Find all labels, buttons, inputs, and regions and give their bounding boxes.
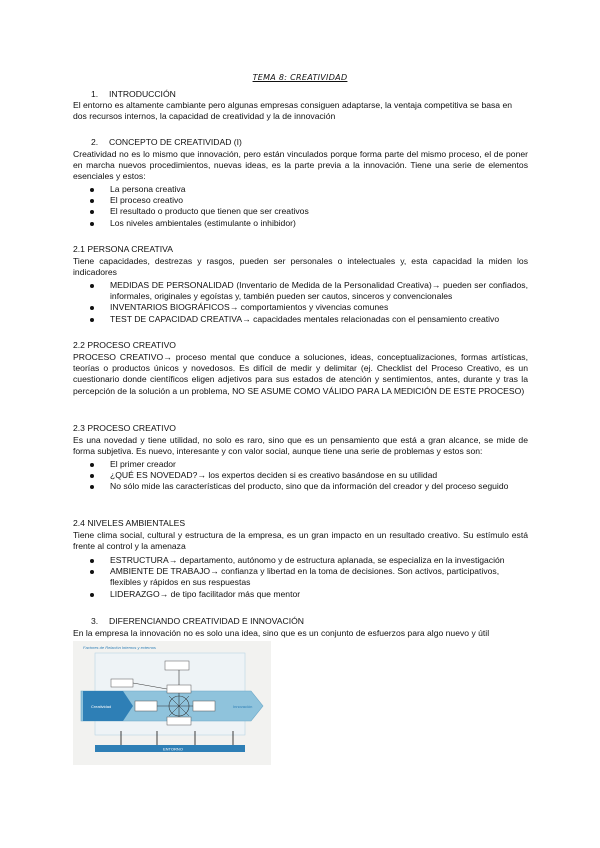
section-title: DIFERENCIANDO CREATIVIDAD E INNOVACIÓN [109,616,304,626]
section-number: 1. [91,89,99,99]
bullet-icon [90,222,94,226]
bullet-icon [90,559,94,563]
list-item: AMBIENTE DE TRABAJO→ confianza y libertad en la toma de decisiones. Son activos, participativos, flexibles y rápidos en sus respuestas [73,566,528,588]
list-item: El resultado o producto que tienen que ser creativos [73,206,528,217]
diagram-box-b [193,701,215,711]
subsection-2-1-bullets [73,280,528,325]
entorno-label: ENTORNO [163,746,183,752]
list-item: El primer creador [73,459,528,470]
section-title: INTRODUCCIÓN [109,89,176,99]
bullet-icon [90,210,94,214]
subsection-2-4-bullets [73,555,528,600]
bullet-icon [90,188,94,192]
list-item: Los niveles ambientales (estimulante o inhibidor) [73,218,528,229]
section-2-text: Creatividad no es lo mismo que innovación, pero están vinculados porque forma parte del mismo proceso, el de poner en marcha nuevos procedimientos, nuevas ideas, es la parte previa a la innovación. Tiene una serie de elementos esenciales y estos: [73,149,528,182]
bullet-icon [90,318,94,322]
list-item: INVENTARIOS BIOGRÁFICOS→ comportamientos y vivencias comunes [73,302,528,313]
bullet-icon [90,570,94,574]
subsection-2-1-text: Tiene capacidades, destrezas y rasgos, pueden ser personales o intelectuales y, esta capacidad la miden los indicadores [73,256,528,278]
bullet-icon [90,284,94,288]
section-number: 3. [91,616,99,626]
section-1-text: El entorno es altamente cambiante pero algunas empresas consiguen adaptarse, la ventaja competitiva se basa en dos recursos internos, la capacidad de creatividad y la de innovación [73,100,513,122]
figure-caption: Factores de Relación Internos y externos [83,645,156,650]
innovation-label: Innovación [233,704,253,709]
list-item: La persona creativa [73,184,528,195]
diagram-box-bottom [167,717,191,725]
document-title: TEMA 8: CREATIVIDAD [252,73,348,82]
creativity-label: Creatividad [91,704,112,709]
section-3-text: En la empresa la innovación no es solo una idea, sino que es un conjunto de esfuerzos para algo nuevo y útil [73,628,490,638]
subsection-2-3-bullets [73,459,528,493]
subsection-2-3-heading: 2.3 PROCESO CREATIVO [73,423,176,433]
subsection-2-2-heading: 2.2 PROCESO CREATIVO [73,340,176,350]
bullet-icon [90,463,94,467]
section-number: 2. [91,137,99,147]
section-2-bullets [73,184,528,229]
subsection-2-4-text: Tiene clima social, cultural y estructura de la empresa, es un gran impacto en un resultado creativo. Su estímulo está frente al control y la amenaza [73,530,528,552]
subsection-2-1-heading: 2.1 PERSONA CREATIVA [73,244,173,254]
list-item: No sólo mide las características del producto, sino que da información del creador y del proceso seguido [73,481,528,492]
list-item: LIDERAZGO→ de tipo facilitador más que mentor [73,589,528,600]
diagram-box-left [111,679,133,687]
list-item: ESTRUCTURA→ departamento, autónomo y de estructura aplanada, se especializa en la investigación [73,555,528,566]
subsection-2-3-text: Es una novedad y tiene utilidad, no solo es raro, sino que es un pensamiento que está a gran alcance, se mide de forma subjetiva. Es nuevo, interesante y con valor social, aunque tiene una serie de problemas y estos son: [73,435,528,457]
bullet-icon [90,474,94,478]
bullet-icon [90,485,94,489]
subsection-2-2-text: PROCESO CREATIVO→ proceso mental que conduce a soluciones, ideas, conceptualizaciones, formas artísticas, teorías o productos únicos y novedosos. Es difícil de medir y delimitar (ej. Checklist del Proceso Creativo, es un cuestionario donde científicos eligen adjetivos para sus estados de atención y sentimientos, antes, durante y tras la percepción de la solución a un problema, NO SE ASUME COMO VÁLIDO PARA LA MEDICIÓN DE ESTE PROCESO) [73,352,528,396]
list-item: El proceso creativo [73,195,528,206]
diagram-box-mid [167,685,191,693]
bullet-icon [90,306,94,310]
bullet-icon [90,199,94,203]
subsection-2-4-heading: 2.4 NIVELES AMBIENTALES [73,518,186,528]
bullet-icon [90,593,94,597]
section-title: CONCEPTO DE CREATIVIDAD (I) [109,137,242,147]
diagram-box-a [135,701,157,711]
list-item: ¿QUÉ ES NOVEDAD?→ los expertos deciden si es creativo basándose en su utilidad [73,470,528,481]
diagram-box-top [165,661,189,670]
list-item: MEDIDAS DE PERSONALIDAD (Inventario de Medida de la Personalidad Creativa)→ pueden ser confiados, informales, originales y egoístas y, también pueden ser cautos, sinceros y convencionales [73,280,528,302]
creativity-innovation-figure [73,641,271,765]
list-item: TEST DE CAPACIDAD CREATIVA→ capacidades mentales relacionadas con el pensamiento creativo [73,314,528,325]
diagram-svg [73,641,271,765]
